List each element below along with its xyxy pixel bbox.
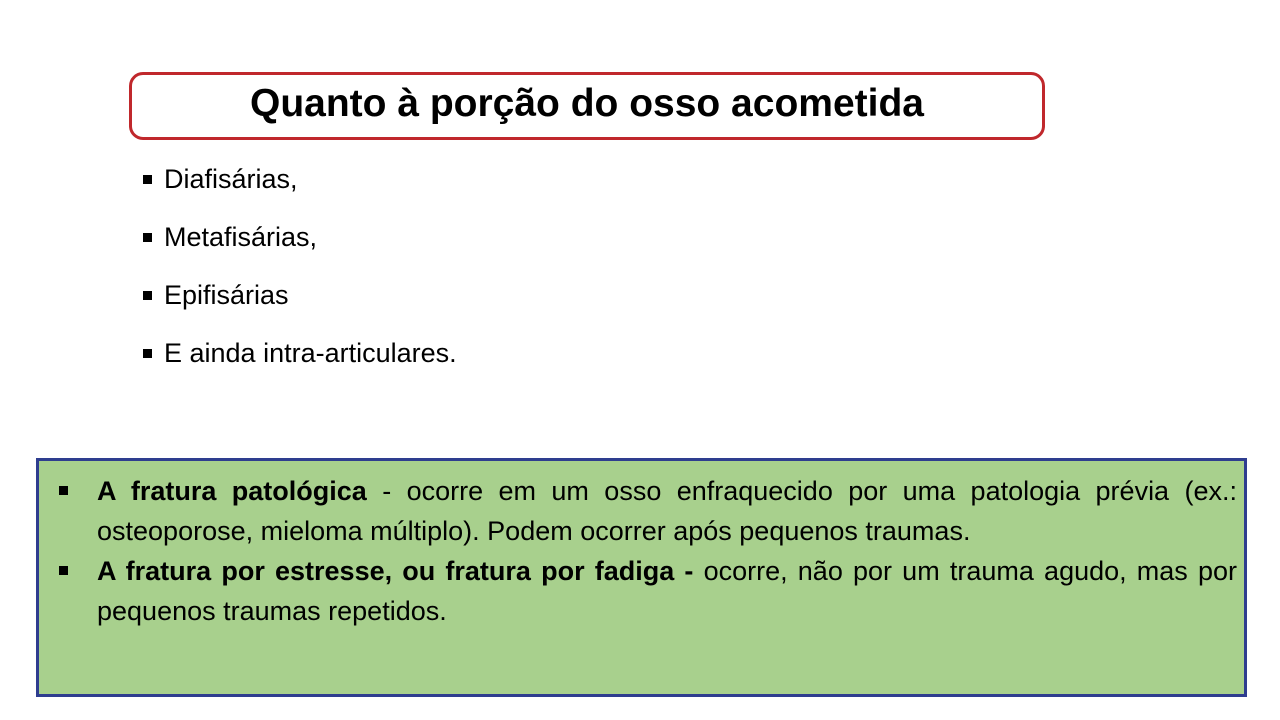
list-item-text: Epifisárias <box>164 280 289 310</box>
fracture-types-box <box>36 458 1247 697</box>
list-item <box>57 551 1237 631</box>
fracture-type-term: A fratura patológica <box>97 476 367 506</box>
list-item-text: Metafisárias, <box>164 222 318 252</box>
fracture-types-list <box>57 471 1237 631</box>
bone-portion-list <box>143 166 457 398</box>
list-item <box>57 471 1237 551</box>
square-bullet-icon <box>143 233 152 242</box>
square-bullet-icon <box>143 349 152 358</box>
fracture-type-description: - ocorre em um osso enfraquecido por uma patologia prévia (ex.: osteoporose, mieloma múltiplo). Podem ocorrer após pequenos traumas. <box>97 476 1237 546</box>
list-item <box>143 282 457 309</box>
square-bullet-icon <box>143 175 152 184</box>
slide-title: Quanto à porção do osso acometida <box>250 82 924 125</box>
list-item-text: Diafisárias, <box>164 164 298 194</box>
title-box <box>129 72 1045 140</box>
fracture-type-description: ocorre, não por um trauma agudo, mas por pequenos traumas repetidos. <box>97 556 1237 626</box>
square-bullet-icon <box>59 486 68 495</box>
square-bullet-icon <box>59 566 68 575</box>
list-item <box>143 224 457 251</box>
list-item <box>143 340 457 367</box>
list-item-text: E ainda intra-articulares. <box>164 338 457 368</box>
list-item <box>143 166 457 193</box>
square-bullet-icon <box>143 291 152 300</box>
fracture-type-term: A fratura por estresse, ou fratura por fadiga - <box>97 556 694 586</box>
